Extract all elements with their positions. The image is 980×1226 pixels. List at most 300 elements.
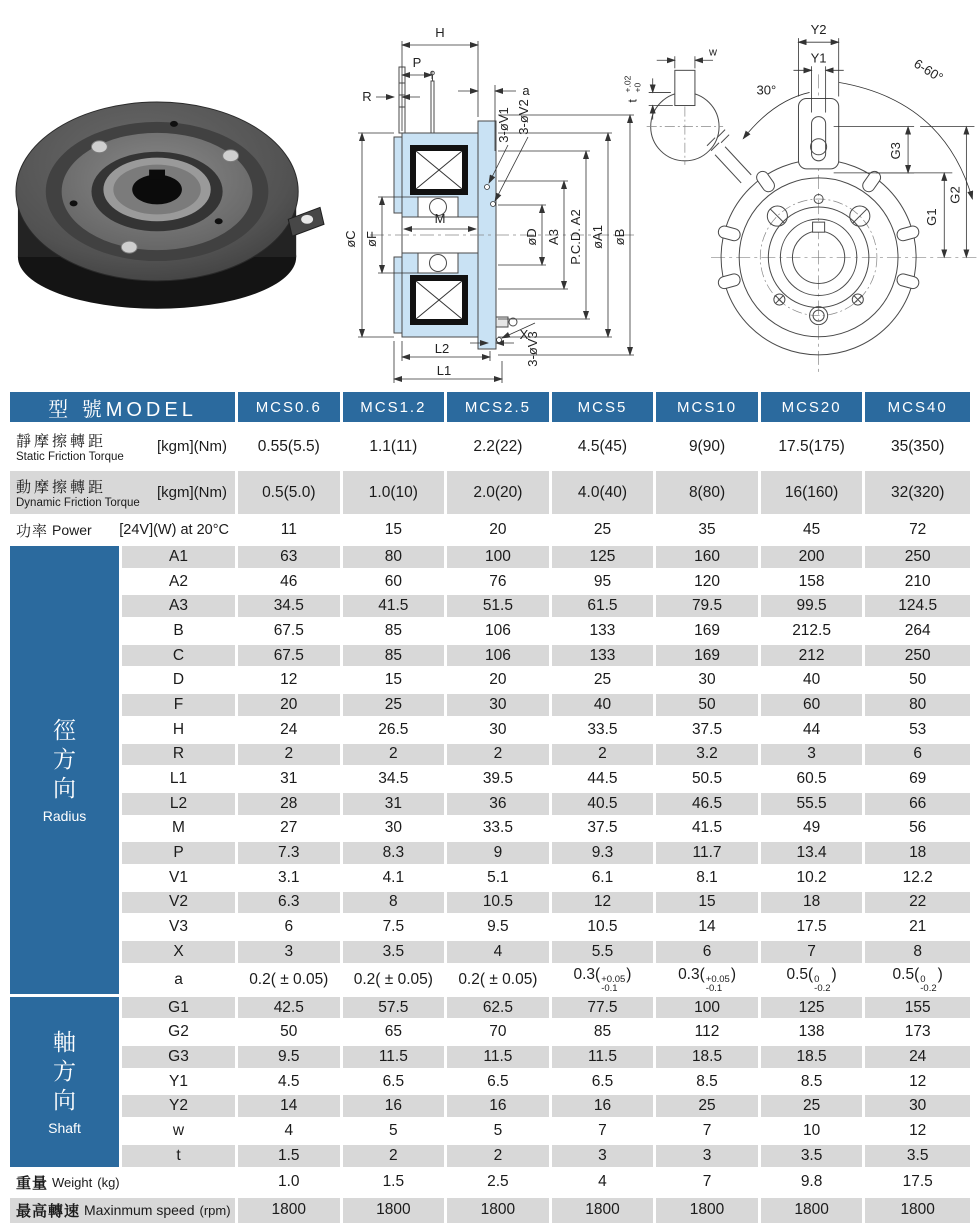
radius-row-R xyxy=(10,744,970,769)
param-value: 27 xyxy=(238,818,343,843)
dynamic-friction-zh: 動摩擦轉距 xyxy=(16,479,107,496)
section-label-shaft xyxy=(10,997,122,1170)
section-char: 向 xyxy=(53,774,76,801)
section-label-radius xyxy=(10,546,122,997)
param-value: 6 xyxy=(238,916,343,941)
param-value: 37.5 xyxy=(656,719,761,744)
param-value: 69 xyxy=(865,768,970,793)
param-value: 50.5 xyxy=(656,768,761,793)
param-value: 66 xyxy=(865,793,970,818)
param-value: 210 xyxy=(865,571,970,596)
lead-wires xyxy=(707,130,751,183)
param-value: 99.5 xyxy=(761,595,866,620)
param-value: 33.5 xyxy=(552,719,657,744)
param-name: M xyxy=(122,818,238,843)
param-value: 62.5 xyxy=(447,997,552,1022)
static-friction-en: Static Friction Torque xyxy=(16,451,124,463)
radius-row-F xyxy=(10,694,970,719)
terminal-hole xyxy=(301,215,313,224)
param-value: 169 xyxy=(656,620,761,645)
param-value: 3.2 xyxy=(656,744,761,769)
speed-zh: 最高轉速 xyxy=(16,1202,81,1220)
param-value: 3 xyxy=(656,1145,761,1170)
param-value: 173 xyxy=(865,1021,970,1046)
dim-label-oD: øD xyxy=(524,228,539,246)
keyway-detail xyxy=(647,56,723,165)
param-value: 79.5 xyxy=(656,595,761,620)
param-name: R xyxy=(122,744,238,769)
param-value: 3 xyxy=(761,744,866,769)
param-value: 4.1 xyxy=(343,867,448,892)
param-name: A1 xyxy=(122,546,238,571)
param-value: 0.2( ± 0.05) xyxy=(343,966,448,997)
weight-unit: (kg) xyxy=(97,1174,120,1190)
param-value: 57.5 xyxy=(343,997,448,1022)
param-value: 95 xyxy=(552,571,657,596)
param-value: 7 xyxy=(761,941,866,966)
section-en-label: Radius xyxy=(42,807,87,824)
speed-unit: (rpm) xyxy=(199,1202,231,1218)
static-friction-row xyxy=(10,425,970,471)
power-unit: [24V](W) at 20°C xyxy=(119,522,229,538)
param-value: 34.5 xyxy=(238,595,343,620)
param-value: 5 xyxy=(343,1120,448,1145)
param-value: 4 xyxy=(447,941,552,966)
param-name: w xyxy=(122,1120,238,1145)
param-value: 40.5 xyxy=(552,793,657,818)
param-value: 3.1 xyxy=(238,867,343,892)
param-value: 250 xyxy=(865,546,970,571)
param-value: 10 xyxy=(761,1120,866,1145)
param-value: 56 xyxy=(865,818,970,843)
shaft-row-t xyxy=(10,1145,970,1170)
spec-value: 32(320) xyxy=(865,471,970,517)
param-value: 25 xyxy=(761,1095,866,1120)
spec-value: 4.5(45) xyxy=(552,425,657,471)
param-value: 18 xyxy=(865,842,970,867)
section-char: 徑 xyxy=(53,716,76,743)
param-name: C xyxy=(122,645,238,670)
param-value: 200 xyxy=(761,546,866,571)
param-value: 100 xyxy=(656,997,761,1022)
dim-label-P: P xyxy=(412,55,422,70)
spec-value: 72 xyxy=(865,517,970,546)
param-value: 3 xyxy=(552,1145,657,1170)
shaft-section-body xyxy=(10,997,970,1170)
spec-value: 1800 xyxy=(447,1198,552,1226)
dim-label-G3: G3 xyxy=(888,142,904,160)
row-label-weight xyxy=(10,1170,238,1198)
shaft-row-w xyxy=(10,1120,970,1145)
spec-value: 4.0(40) xyxy=(552,471,657,517)
spec-value: 20 xyxy=(447,517,552,546)
spec-value: 17.5 xyxy=(865,1170,970,1198)
param-value: 212 xyxy=(761,645,866,670)
spec-value: 1800 xyxy=(238,1198,343,1226)
weight-zh: 重量 xyxy=(16,1174,49,1192)
param-value: 8.1 xyxy=(656,867,761,892)
dim-label-Y2: Y2 xyxy=(810,22,827,38)
param-value: 85 xyxy=(552,1021,657,1046)
radius-row-L2 xyxy=(10,793,970,818)
param-value: 6.5 xyxy=(447,1071,552,1096)
row-label-static-friction xyxy=(10,425,238,471)
shaft-row-Y1 xyxy=(10,1071,970,1096)
shaft-row-G1 xyxy=(10,997,970,1022)
dim-label-L1: L1 xyxy=(436,363,452,378)
param-value: 77.5 xyxy=(552,997,657,1022)
speed-row xyxy=(10,1198,970,1226)
param-value: 10.2 xyxy=(761,867,866,892)
section-char: 方 xyxy=(53,1057,76,1084)
specification-table xyxy=(10,392,970,1226)
param-value: 133 xyxy=(552,620,657,645)
param-name: L1 xyxy=(122,768,238,793)
param-value: 0.5( 0 -0.2 ) xyxy=(865,966,970,997)
product-photo xyxy=(8,50,326,325)
param-value: 70 xyxy=(447,1021,552,1046)
dim-label-H: H xyxy=(435,25,445,40)
spec-value: 7 xyxy=(656,1170,761,1198)
screw-head xyxy=(91,141,107,153)
radius-row-A3 xyxy=(10,595,970,620)
spec-value: 1800 xyxy=(656,1198,761,1226)
param-value: 8.5 xyxy=(761,1071,866,1096)
row-label-speed xyxy=(10,1198,238,1226)
weight-en: Weight xyxy=(52,1174,93,1190)
param-value: 30 xyxy=(656,669,761,694)
param-value: 0.2( ± 0.05) xyxy=(447,966,552,997)
param-name: G1 xyxy=(122,997,238,1022)
param-value: 16 xyxy=(552,1095,657,1120)
spec-value: 1800 xyxy=(761,1198,866,1226)
speed-en: Maxinmum speed xyxy=(84,1202,195,1218)
param-value: 30 xyxy=(447,719,552,744)
param-name: t xyxy=(122,1145,238,1170)
param-value: 12 xyxy=(238,669,343,694)
spec-value: 1.1(11) xyxy=(343,425,448,471)
param-name: A3 xyxy=(122,595,238,620)
param-value: 125 xyxy=(552,546,657,571)
param-name: Y2 xyxy=(122,1095,238,1120)
param-value: 67.5 xyxy=(238,645,343,670)
dynamic-friction-unit: [kgm](Nm) xyxy=(157,484,227,501)
param-value: 20 xyxy=(238,694,343,719)
param-value: 6.1 xyxy=(552,867,657,892)
param-value: 60 xyxy=(761,694,866,719)
dim-label-L2: L2 xyxy=(434,341,450,356)
param-value: 3.5 xyxy=(343,941,448,966)
param-value: 76 xyxy=(447,571,552,596)
dim-label-R: R xyxy=(362,89,372,104)
param-value: 3.5 xyxy=(761,1145,866,1170)
param-value: 12 xyxy=(552,892,657,917)
model-header: MCS1.2 xyxy=(343,392,448,425)
param-value: 21 xyxy=(865,916,970,941)
param-value: 10.5 xyxy=(447,892,552,917)
param-value: 10.5 xyxy=(552,916,657,941)
param-value: 264 xyxy=(865,620,970,645)
param-value: 1.5 xyxy=(238,1145,343,1170)
param-name: Y1 xyxy=(122,1071,238,1096)
dim-label-X: X xyxy=(519,327,529,342)
param-value: 9.5 xyxy=(447,916,552,941)
param-value: 6.5 xyxy=(552,1071,657,1096)
param-name: F xyxy=(122,694,238,719)
dim-label-30deg: 30° xyxy=(756,82,777,98)
param-value: 158 xyxy=(761,571,866,596)
param-value: 8 xyxy=(865,941,970,966)
spec-body xyxy=(10,425,970,546)
param-value: 0.5( 0 -0.2 ) xyxy=(761,966,866,997)
param-value: 12.2 xyxy=(865,867,970,892)
param-value: 11.5 xyxy=(447,1046,552,1071)
radius-row-B xyxy=(10,620,970,645)
param-value: 33.5 xyxy=(447,818,552,843)
param-value: 0.2( ± 0.05) xyxy=(238,966,343,997)
param-value: 25 xyxy=(343,694,448,719)
screw-head xyxy=(223,150,239,162)
dynamic-friction-en: Dynamic Friction Torque xyxy=(16,497,140,509)
param-name: X xyxy=(122,941,238,966)
param-value: 80 xyxy=(865,694,970,719)
header-row xyxy=(10,392,970,425)
param-value: 7 xyxy=(656,1120,761,1145)
spec-value: 45 xyxy=(761,517,866,546)
weight-row xyxy=(10,1170,970,1198)
bore-keyway xyxy=(813,222,825,232)
param-value: 3 xyxy=(238,941,343,966)
param-value: 6 xyxy=(656,941,761,966)
spec-value: 35 xyxy=(656,517,761,546)
param-value: 85 xyxy=(343,645,448,670)
param-value: 250 xyxy=(865,645,970,670)
param-value: 106 xyxy=(447,620,552,645)
param-value: 2 xyxy=(552,744,657,769)
param-value: 8 xyxy=(343,892,448,917)
radius-row-L1 xyxy=(10,768,970,793)
radius-row-P xyxy=(10,842,970,867)
param-value: 41.5 xyxy=(656,818,761,843)
model-header: MCS0.6 xyxy=(238,392,343,425)
param-value: 125 xyxy=(761,997,866,1022)
param-name: G2 xyxy=(122,1021,238,1046)
param-value: 12 xyxy=(865,1120,970,1145)
param-value: 106 xyxy=(447,645,552,670)
param-value: 0.3( +0.05 -0.1 ) xyxy=(552,966,657,997)
spec-value: 2.0(20) xyxy=(447,471,552,517)
spec-value: 35(350) xyxy=(865,425,970,471)
param-value: 8.5 xyxy=(656,1071,761,1096)
model-header: MCS2.5 xyxy=(447,392,552,425)
param-value: 18.5 xyxy=(761,1046,866,1071)
section-char: 方 xyxy=(53,745,76,772)
shaft-row-G3 xyxy=(10,1046,970,1071)
param-value: 133 xyxy=(552,645,657,670)
param-value: 55.5 xyxy=(761,793,866,818)
param-name: V3 xyxy=(122,916,238,941)
spec-value: 2.5 xyxy=(447,1170,552,1198)
radius-row-a xyxy=(10,966,970,997)
param-name: D xyxy=(122,669,238,694)
power-row xyxy=(10,517,970,546)
dim-label-oA1: øA1 xyxy=(590,225,605,249)
param-value: 61.5 xyxy=(552,595,657,620)
dynamic-friction-row xyxy=(10,471,970,517)
param-value: 44 xyxy=(761,719,866,744)
radius-section-body xyxy=(10,546,970,997)
param-value: 8.3 xyxy=(343,842,448,867)
param-value: 34.5 xyxy=(343,768,448,793)
static-friction-unit: [kgm](Nm) xyxy=(157,438,227,455)
param-value: 42.5 xyxy=(238,997,343,1022)
param-value: 85 xyxy=(343,620,448,645)
param-value: 31 xyxy=(238,768,343,793)
model-column-header: 型 號MODEL xyxy=(10,392,238,425)
clutch-photo-illustration xyxy=(8,50,326,325)
dim-label-w: w xyxy=(709,46,717,59)
param-value: 9 xyxy=(447,842,552,867)
param-value: 2 xyxy=(238,744,343,769)
radius-row-V1 xyxy=(10,867,970,892)
dim-label-oF: øF xyxy=(364,231,379,247)
dim-label-t-lower: +0 xyxy=(632,82,643,93)
param-value: 5.1 xyxy=(447,867,552,892)
terminal-post xyxy=(399,67,434,133)
param-value: 37.5 xyxy=(552,818,657,843)
param-value: 7 xyxy=(552,1120,657,1145)
spec-value: 1800 xyxy=(343,1198,448,1226)
model-header: MCS10 xyxy=(656,392,761,425)
power-en: Power xyxy=(52,522,92,538)
param-value: 36 xyxy=(447,793,552,818)
param-name: a xyxy=(122,966,238,997)
param-value: 60 xyxy=(343,571,448,596)
spec-value: 9.8 xyxy=(761,1170,866,1198)
screw-head xyxy=(121,241,137,253)
spec-value: 1.5 xyxy=(343,1170,448,1198)
section-en-label: Shaft xyxy=(48,1119,81,1136)
param-value: 15 xyxy=(343,669,448,694)
param-value: 15 xyxy=(656,892,761,917)
shaft-row-Y2 xyxy=(10,1095,970,1120)
param-name: G3 xyxy=(122,1046,238,1071)
param-value: 26.5 xyxy=(343,719,448,744)
row-label-power xyxy=(10,517,238,546)
param-value: 65 xyxy=(343,1021,448,1046)
row-label-dynamic-friction xyxy=(10,471,238,517)
param-value: 112 xyxy=(656,1021,761,1046)
param-value: 41.5 xyxy=(343,595,448,620)
param-value: 28 xyxy=(238,793,343,818)
param-value: 2 xyxy=(447,744,552,769)
spec-value: 9(90) xyxy=(656,425,761,471)
spec-value: 0.5(5.0) xyxy=(238,471,343,517)
param-value: 2 xyxy=(343,744,448,769)
model-header: MCS20 xyxy=(761,392,866,425)
dim-label-t-upper: +.02 xyxy=(622,75,633,93)
param-value: 30 xyxy=(447,694,552,719)
param-name: V1 xyxy=(122,867,238,892)
param-value: 124.5 xyxy=(865,595,970,620)
param-value: 18.5 xyxy=(656,1046,761,1071)
static-friction-zh: 靜摩擦轉距 xyxy=(16,433,107,450)
dim-label-3oV2: 3-øV2 xyxy=(516,99,531,135)
dim-label-3oV1: 3-øV1 xyxy=(496,107,511,143)
param-value: 53 xyxy=(865,719,970,744)
param-value: 17.5 xyxy=(761,916,866,941)
param-value: 11.7 xyxy=(656,842,761,867)
param-value: 9.3 xyxy=(552,842,657,867)
spec-value: 15 xyxy=(343,517,448,546)
param-value: 18 xyxy=(761,892,866,917)
param-value: 14 xyxy=(238,1095,343,1120)
param-value: 2 xyxy=(343,1145,448,1170)
param-value: 9.5 xyxy=(238,1046,343,1071)
param-name: V2 xyxy=(122,892,238,917)
dim-label-oC: øC xyxy=(343,230,358,248)
power-zh: 功率 xyxy=(16,522,49,540)
dim-label-6-60deg: 6-60° xyxy=(911,55,946,86)
dim-label-oB: øB xyxy=(612,228,627,246)
dim-label-M: M xyxy=(434,211,446,226)
spec-value: 2.2(22) xyxy=(447,425,552,471)
param-value: 24 xyxy=(865,1046,970,1071)
cross-section-drawing xyxy=(330,5,660,390)
dim-label-Y1: Y1 xyxy=(810,50,827,66)
param-value: 50 xyxy=(238,1021,343,1046)
param-value: 7.5 xyxy=(343,916,448,941)
model-header: MCS5 xyxy=(552,392,657,425)
spec-value: 1800 xyxy=(552,1198,657,1226)
param-value: 5.5 xyxy=(552,941,657,966)
param-value: 51.5 xyxy=(447,595,552,620)
param-value: 31 xyxy=(343,793,448,818)
radius-row-A2 xyxy=(10,571,970,596)
dim-label-G1: G1 xyxy=(924,208,940,226)
keyway-notch xyxy=(149,170,165,180)
param-value: 14 xyxy=(656,916,761,941)
spec-value: 1.0(10) xyxy=(343,471,448,517)
param-value: 49 xyxy=(761,818,866,843)
param-value: 169 xyxy=(656,645,761,670)
param-value: 11.5 xyxy=(343,1046,448,1071)
param-value: 3.5 xyxy=(865,1145,970,1170)
stud xyxy=(496,317,508,327)
param-value: 0.3( +0.05 -0.1 ) xyxy=(656,966,761,997)
param-value: 4 xyxy=(238,1120,343,1145)
spec-value: 11 xyxy=(238,517,343,546)
shaft-row-G2 xyxy=(10,1021,970,1046)
param-value: 40 xyxy=(552,694,657,719)
param-value: 20 xyxy=(447,669,552,694)
radius-row-V2 xyxy=(10,892,970,917)
radius-row-D xyxy=(10,669,970,694)
param-value: 7.3 xyxy=(238,842,343,867)
param-value: 63 xyxy=(238,546,343,571)
param-name: H xyxy=(122,719,238,744)
param-value: 100 xyxy=(447,546,552,571)
radius-row-A1 xyxy=(10,546,970,571)
param-value: 50 xyxy=(656,694,761,719)
param-value: 22 xyxy=(865,892,970,917)
param-value: 40 xyxy=(761,669,866,694)
bottom-body xyxy=(10,1170,970,1226)
dim-label-G2: G2 xyxy=(947,186,963,204)
radius-row-H xyxy=(10,719,970,744)
param-value: 120 xyxy=(656,571,761,596)
spec-value: 17.5(175) xyxy=(761,425,866,471)
